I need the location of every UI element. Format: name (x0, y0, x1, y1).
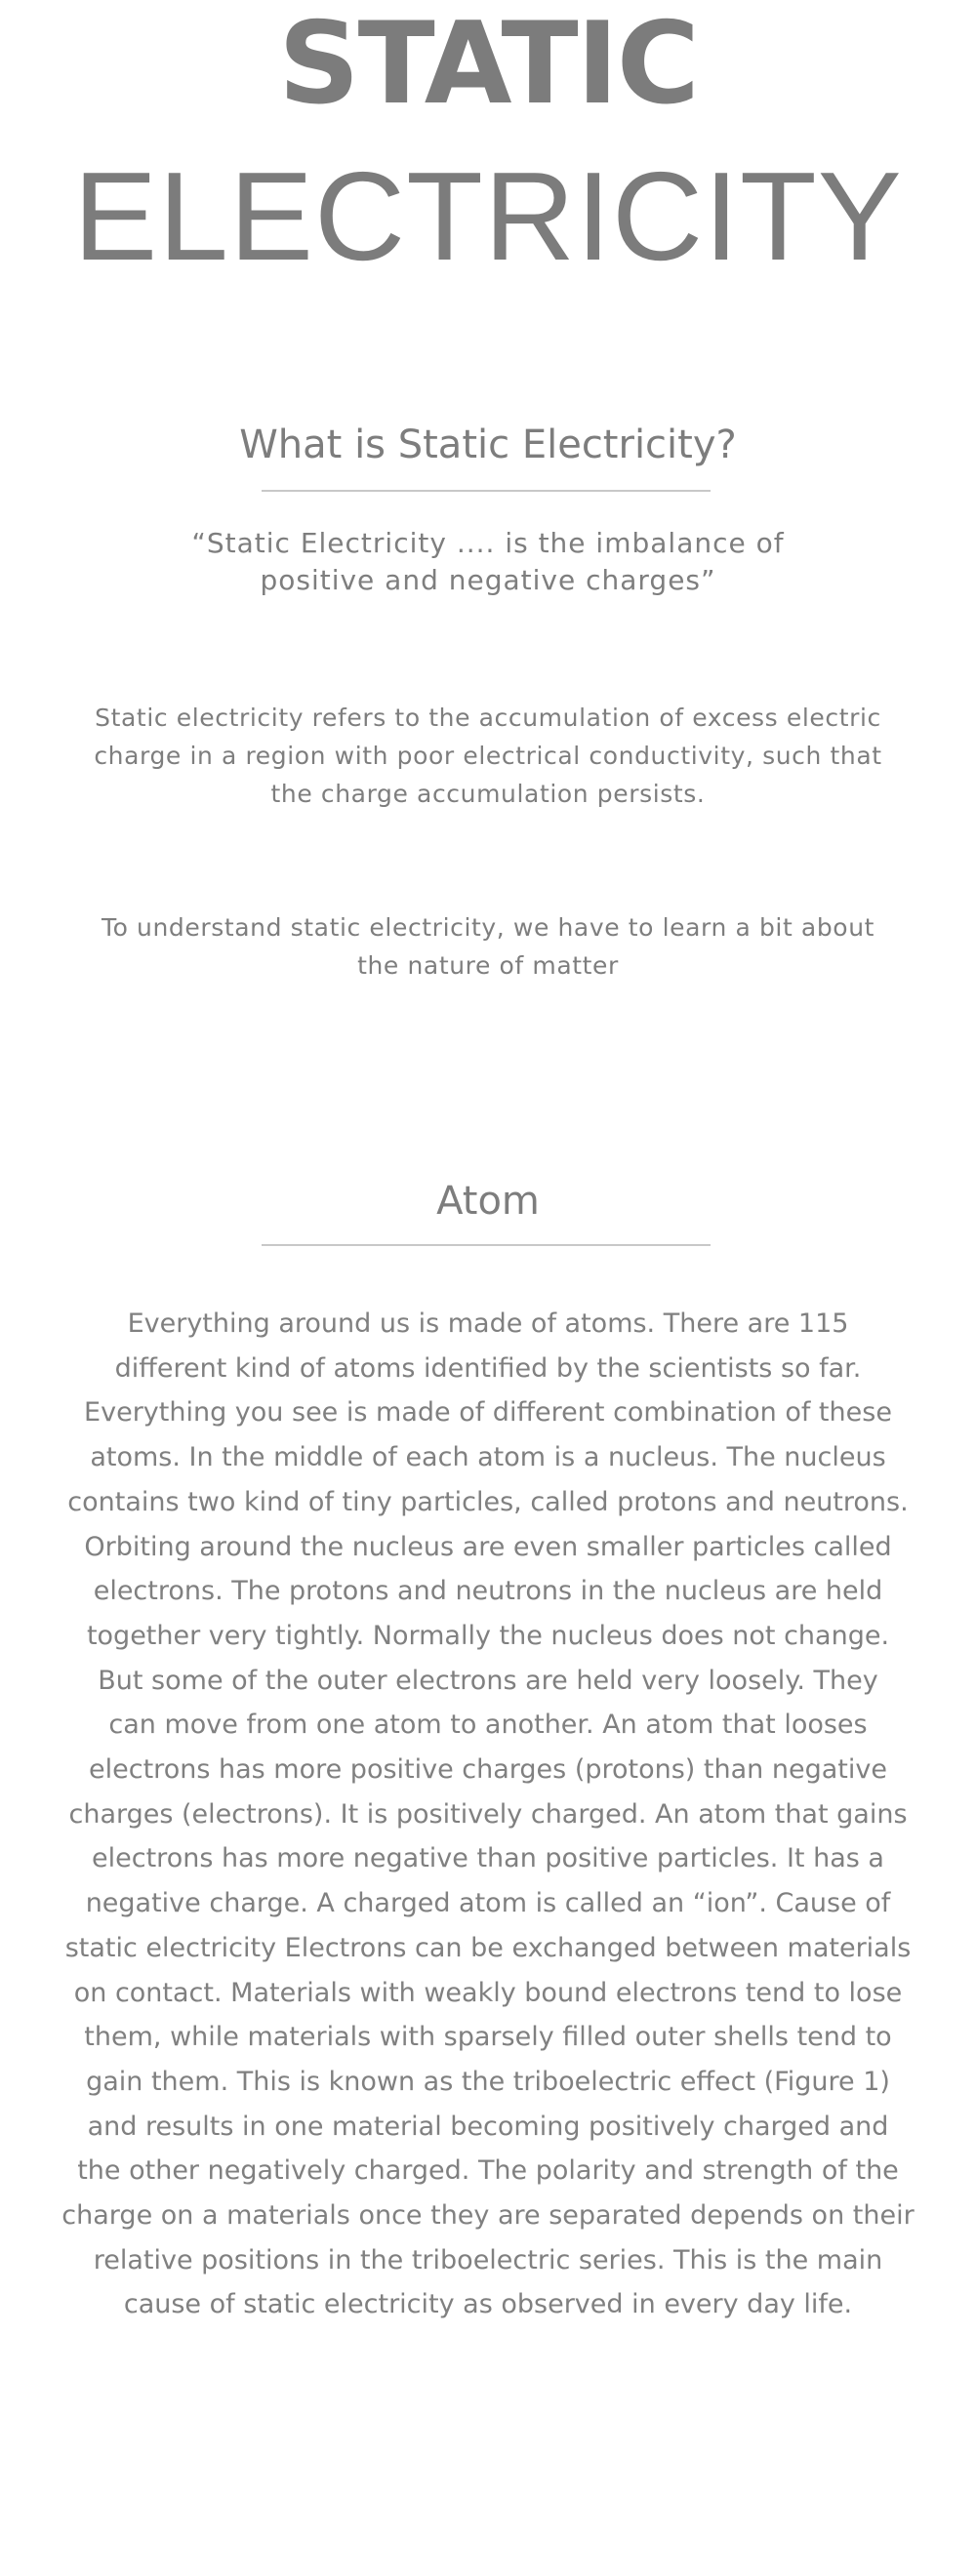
atom-body-line: charges (electrons). It is positively charged. An atom that gains (68, 1798, 908, 1830)
atom-body-line: and results in one material becoming positively charged and (87, 2111, 889, 2142)
atom-body-line: Everything you see is made of different combination of these (84, 1397, 892, 1429)
heading-divider (262, 1244, 711, 1246)
paragraph-line: To understand static electricity, we have to learn a bit about (101, 913, 875, 942)
atom-body-line: different kind of atoms identified by the scientists so far. (114, 1352, 862, 1384)
paragraph-line: charge in a region with poor electrical conductivity, such that (94, 742, 882, 770)
atom-body-line: Everything around us is made of atoms. There are 115 (127, 1308, 849, 1339)
paragraph-line: Static electricity refers to the accumulation of excess electric (95, 704, 881, 732)
paragraph-line: the charge accumulation persists. (270, 780, 706, 808)
atom-body-line: contains two kind of tiny particles, called protons and neutrons. (67, 1486, 909, 1517)
atom-body-text (29, 1302, 947, 2327)
atom-body-line: the other negatively charged. The polarity and strength of the (77, 2155, 899, 2187)
intro-paragraph (39, 699, 937, 813)
hero-title-static: STATIC (278, 0, 698, 130)
atom-body-line: together very tightly. Normally the nucleus does not change. (86, 1620, 890, 1651)
atom-body-line: them, while materials with sparsely filled outer shells tend to (84, 2022, 892, 2053)
heading-divider (262, 490, 711, 492)
quote-line: “Static Electricity .... is the imbalance of (191, 527, 785, 559)
matter-paragraph (39, 908, 937, 985)
atom-body-line: gain them. This is known as the triboelectric effect (Figure 1) (86, 2066, 890, 2097)
atom-body-line: static electricity Electrons can be exchanged between materials (64, 1932, 912, 1963)
atom-body-line: electrons. The protons and neutrons in the nucleus are held (93, 1576, 883, 1607)
hero-title-electricity: ELECTRICITY (73, 146, 903, 287)
atom-body-line: Orbiting around the nucleus are even smaller particles called (84, 1531, 892, 1562)
atom-body-line: electrons has more negative than positive particles. It has a (92, 1843, 884, 1874)
atom-body-line: electrons has more positive charges (protons) than negative (89, 1754, 887, 1786)
paragraph-line: the nature of matter (357, 951, 619, 980)
quote-line: positive and negative charges” (260, 564, 716, 596)
atom-body-line: charge on a materials once they are separated depends on their (61, 2200, 915, 2232)
section-heading-what-is: What is Static Electricity? (239, 423, 737, 467)
atom-body-line: can move from one atom to another. An atom that looses (108, 1710, 868, 1741)
atom-body-line: cause of static electricity as observed in every day life. (123, 2289, 853, 2320)
atom-body-line: negative charge. A charged atom is called an “ion”. Cause of (85, 1888, 891, 1919)
atom-body-line: atoms. In the middle of each atom is a nucleus. The nucleus (90, 1442, 886, 1473)
atom-body-line: But some of the outer electrons are held very loosely. They (98, 1665, 878, 1696)
atom-body-line: on contact. Materials with weakly bound electrons tend to lose (73, 1977, 903, 2008)
definition-quote (146, 525, 830, 599)
atom-body-line: relative positions in the triboelectric series. This is the main (93, 2244, 883, 2275)
section-heading-atom: Atom (436, 1179, 540, 1224)
